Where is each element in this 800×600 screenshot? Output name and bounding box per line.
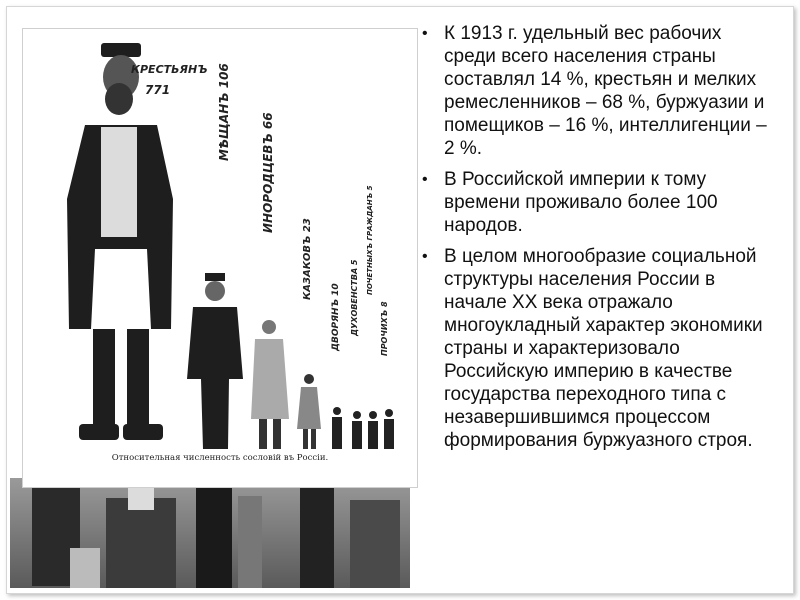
bullet-icon: • [422, 25, 428, 42]
label-krestyane-value: 771 [145, 83, 171, 97]
bullet-item [420, 22, 776, 160]
label-prochie: ПРОЧИХЪ 8 [380, 301, 389, 356]
small-figures [332, 407, 394, 449]
label-pochetnye: ПОЧЕТНЫХЪ ГРАЖДАНЪ 5 [366, 185, 374, 295]
bullet-item [420, 168, 776, 237]
bullet-text: В Российской империи к тому времени проживало более 100 народов. [444, 169, 718, 236]
bullet-text: К 1913 г. удельный вес рабочих среди всего населения страны составлял 14 %, крестьян и мелких ремесленников – 68 %, буржуазии и помещиков – 16 %, интеллигенции – 2 %. [444, 23, 767, 159]
label-krestyane: КРЕСТЬЯНЪ [131, 63, 208, 76]
peasant-figure [67, 43, 173, 440]
bullet-list [420, 22, 776, 452]
meshchanin-figure [187, 273, 243, 449]
slide-text [420, 22, 776, 460]
poster-caption: Относительная численность сословій въ Россіи. [111, 453, 329, 463]
label-dukhovenstvo: ДУХОВЕНСТВА 5 [350, 259, 359, 336]
kazak-figure [297, 374, 321, 449]
bullet-icon: • [422, 248, 428, 265]
label-meshchane: МѢЩАНЪ 106 [217, 63, 231, 161]
historical-photo-collage [10, 8, 410, 588]
estates-poster [22, 28, 418, 488]
label-dvoryane: ДВОРЯНЪ 10 [331, 283, 341, 351]
bullet-item [420, 245, 776, 452]
inorodets-figure [251, 320, 289, 449]
label-inorodcy: ИНОРОДЦЕВЪ 66 [261, 112, 275, 233]
bullet-icon: • [422, 171, 428, 188]
label-kazaki: КАЗАКОВЪ 23 [302, 218, 313, 300]
bullet-text: В целом многообразие социальной структуры населения России в начале XX века отражало многоукладный характер экономики страны и характеризовало Российскую империю в качестве государства переходного типа с незавершившимся процессом формирования буржуазного строя. [444, 246, 763, 451]
